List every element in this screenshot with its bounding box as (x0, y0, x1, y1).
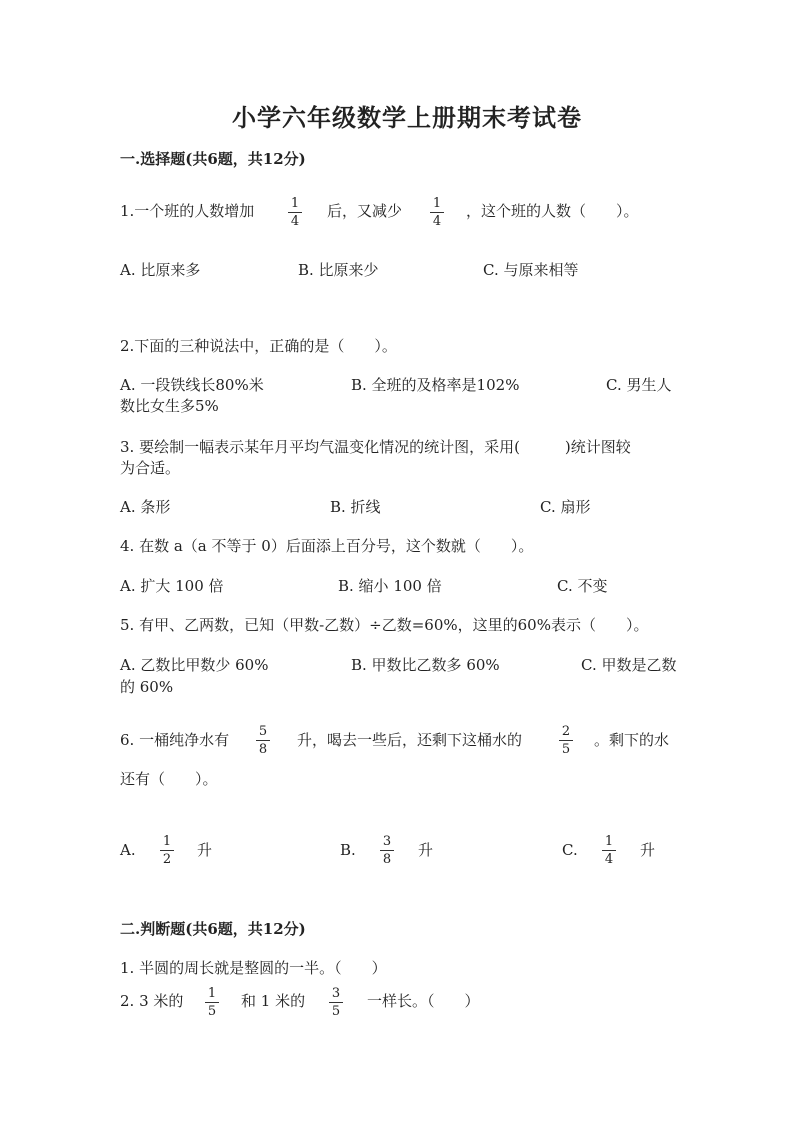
denominator: 5 (207, 1004, 217, 1019)
question-text: 1.一个班的人数增加 (120, 202, 255, 220)
denominator: 4 (290, 214, 300, 229)
fraction-bar (380, 850, 394, 851)
option-label: A. (120, 841, 136, 859)
numerator: 1 (162, 834, 172, 849)
fraction-bar (602, 850, 616, 851)
fraction-bar (288, 212, 302, 213)
unit-text: 升 (197, 841, 213, 859)
fraction (557, 724, 575, 757)
option-b[interactable]: B. 甲数比乙数多 60% (351, 656, 500, 674)
fraction (600, 834, 618, 867)
question-text-wrap: 还有（ ）。 (120, 770, 218, 788)
unit-text: 升 (418, 841, 434, 859)
fraction-bar (559, 740, 573, 741)
option-c-wrap: 的 60% (120, 678, 174, 696)
numerator: 5 (258, 724, 268, 739)
option-a[interactable]: A. 一段铁线长80%米 (120, 376, 264, 394)
numerator: 1 (604, 834, 614, 849)
fraction (254, 724, 272, 757)
denominator: 2 (162, 852, 172, 867)
numerator: 3 (382, 834, 392, 849)
option-label: B. (340, 841, 356, 859)
page-title: 小学六年级数学上册期末考试卷 (232, 103, 582, 132)
denominator: 4 (604, 852, 614, 867)
fraction (378, 834, 396, 867)
fraction (203, 986, 221, 1019)
denominator: 5 (331, 1004, 341, 1019)
question-text: 升，喝去一些后，还剩下这桶水的 (297, 731, 523, 749)
question-text: ，这个班的人数（ ）。 (466, 202, 639, 220)
question-text: 一样长。（ ） (367, 992, 480, 1010)
question-text: 后，又减少 (327, 202, 403, 220)
question-text: 。剩下的水 (594, 731, 670, 749)
option-c-wrap: 数比女生多5% (120, 397, 219, 415)
fraction-bar (160, 850, 174, 851)
fraction-bar (205, 1002, 219, 1003)
option-c[interactable]: C. 不变 (557, 577, 608, 595)
question-text: 和 1 米的 (241, 992, 306, 1010)
option-a[interactable]: A. 扩大 100 倍 (120, 577, 224, 595)
fraction-bar (256, 740, 270, 741)
option-b[interactable]: B. 全班的及格率是102% (351, 376, 520, 394)
option-label: C. (562, 841, 578, 859)
denominator: 5 (561, 742, 571, 757)
judge-question-1: 1. 半圆的周长就是整圆的一半。（ ） (120, 959, 387, 977)
numerator: 1 (207, 986, 217, 1001)
question-text: 2.下面的三种说法中，正确的是（ ）。 (120, 337, 397, 355)
question-text: 6. 一桶纯净水有 (120, 731, 230, 749)
numerator: 1 (290, 196, 300, 211)
option-a[interactable]: A. 条形 (120, 498, 171, 516)
denominator: 4 (432, 214, 442, 229)
option-c[interactable]: C. 甲数是乙数 (581, 656, 677, 674)
numerator: 1 (432, 196, 442, 211)
option-a[interactable]: A. 比原来多 (120, 261, 201, 279)
fraction-bar (430, 212, 444, 213)
numerator: 3 (331, 986, 341, 1001)
denominator: 8 (258, 742, 268, 757)
fraction (286, 196, 304, 229)
unit-text: 升 (640, 841, 656, 859)
question-text: 4. 在数 a（a 不等于 0）后面添上百分号，这个数就（ ）。 (120, 537, 534, 555)
fraction (428, 196, 446, 229)
section-heading-choice: 一.选择题(共6题，共12分) (120, 150, 306, 168)
option-b[interactable]: B. 折线 (330, 498, 381, 516)
option-b[interactable]: B. 缩小 100 倍 (338, 577, 442, 595)
denominator: 8 (382, 852, 392, 867)
option-c[interactable]: C. 与原来相等 (483, 261, 579, 279)
option-c[interactable]: C. 男生人 (606, 376, 672, 394)
fraction (158, 834, 176, 867)
numerator: 2 (561, 724, 571, 739)
fraction-bar (329, 1002, 343, 1003)
section-heading-judge: 二.判断题(共6题，共12分) (120, 920, 306, 938)
question-text: 2. 3 米的 (120, 992, 184, 1010)
question-text: 3. 要绘制一幅表示某年月平均气温变化情况的统计图，采用( )统计图较 (120, 438, 631, 456)
option-a[interactable]: A. 乙数比甲数少 60% (120, 656, 269, 674)
question-text-wrap: 为合适。 (120, 459, 181, 477)
fraction (327, 986, 345, 1019)
option-b[interactable]: B. 比原来少 (298, 261, 379, 279)
option-c[interactable]: C. 扇形 (540, 498, 591, 516)
question-text: 5. 有甲、乙两数，已知（甲数-乙数）÷乙数=60%，这里的60%表示（ ）。 (120, 616, 649, 634)
